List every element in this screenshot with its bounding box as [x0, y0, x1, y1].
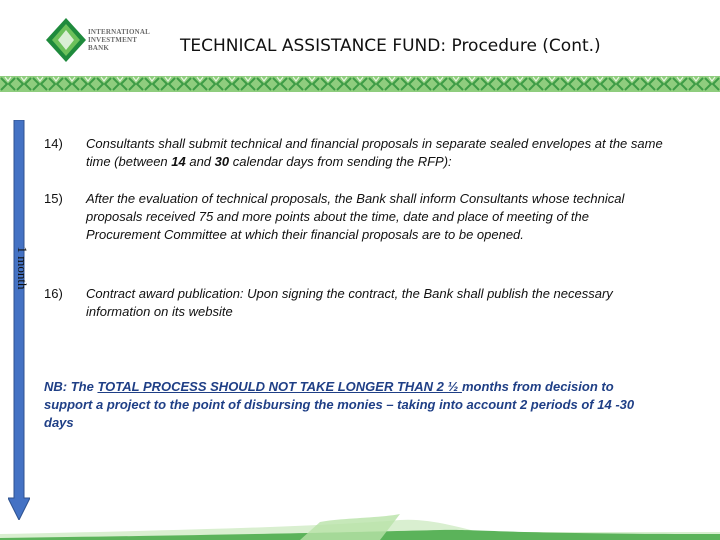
logo-line: INVESTMENT: [88, 36, 138, 44]
step-bold-value: 30: [214, 154, 230, 169]
step-text: After the evaluation of technical proposals, the Bank shall inform Consultants whose technical proposals received 75 and more points about the time, date and place of meeting of the Procurement Committee at which their financial proposals are to be opened.: [86, 191, 625, 242]
step-number: 14): [44, 136, 63, 151]
decorative-band: [0, 76, 720, 92]
logo-wordmark: [88, 28, 150, 52]
step-text: Consultants shall submit technical and financial proposals in separate sealed envelopes at the same time (between 14 and 30 calendar days from sending the RFP):: [86, 136, 663, 169]
logo-line: BANK: [88, 44, 110, 52]
timeline-label: 1 month: [15, 246, 30, 290]
step-text: Contract award publication: Upon signing the contract, the Bank shall publish the necessary information on its website: [86, 286, 613, 319]
timeline-arrow-icon: [8, 120, 30, 520]
step-bold-value: 14: [171, 154, 186, 169]
diamond-logo-icon: [44, 16, 88, 64]
nb-note: NB: The TOTAL PROCESS SHOULD NOT TAKE LONGER THAN 2 ½ months from decision to support a project to the point of disbursing the monies – taking into account 2 periods of 14 -30 days: [44, 379, 635, 430]
logo-line: INTERNATIONAL: [88, 28, 150, 36]
nb-underlined-text: TOTAL PROCESS SHOULD NOT TAKE LONGER THAN 2 ½: [97, 379, 462, 394]
step-number: 16): [44, 286, 63, 301]
footer-wave: [0, 500, 720, 540]
step-number: 15): [44, 191, 63, 206]
slide-title: TECHNICAL ASSISTANCE FUND: Procedure (Cont.): [180, 36, 601, 56]
